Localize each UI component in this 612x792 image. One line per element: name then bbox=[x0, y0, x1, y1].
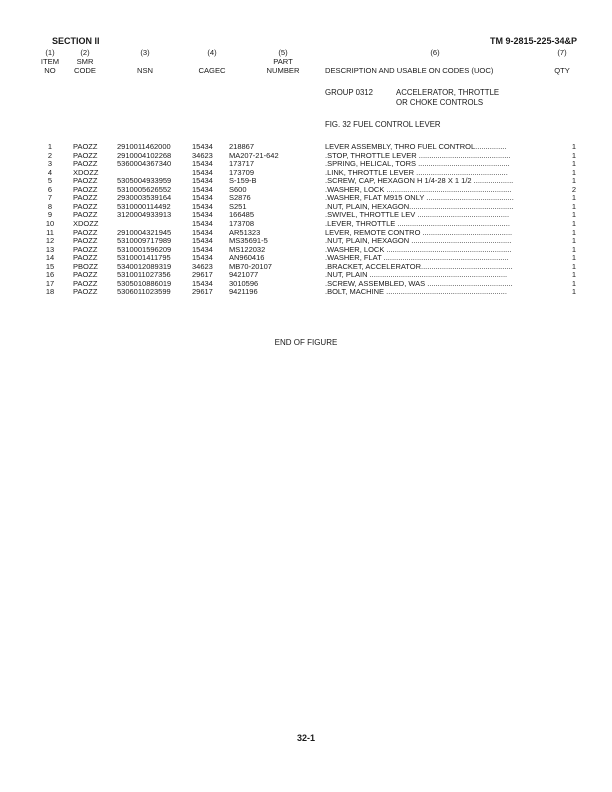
part-number: 173709 bbox=[229, 167, 255, 177]
cage-code: 15434 bbox=[192, 193, 213, 203]
part-number: S251 bbox=[229, 201, 247, 211]
quantity: 1 bbox=[571, 201, 576, 211]
item-number: 8 bbox=[47, 201, 53, 211]
quantity: 1 bbox=[571, 261, 576, 271]
part-number: 9421196 bbox=[229, 287, 258, 297]
description: .SCREW, CAP, HEXAGON H 1/4-28 X 1 1/2 ................... bbox=[325, 176, 514, 186]
nsn: 2910011462000 bbox=[117, 142, 171, 151]
item-number: 3 bbox=[47, 159, 53, 169]
col-header-desc-num: (6) bbox=[430, 48, 440, 57]
quantity: 1 bbox=[571, 176, 576, 186]
col-number: (7) bbox=[557, 48, 567, 57]
cage-code: 15434 bbox=[192, 184, 213, 194]
item-number: 17 bbox=[45, 278, 55, 288]
cage-code: 15434 bbox=[192, 201, 213, 211]
nsn: 3120004933913 bbox=[117, 210, 172, 220]
part-number: 3010596 bbox=[229, 278, 259, 288]
quantity: 1 bbox=[571, 236, 576, 246]
quantity: 1 bbox=[571, 150, 576, 160]
item-number: 6 bbox=[47, 184, 53, 194]
col-header-nsn bbox=[125, 48, 165, 75]
quantity: 1 bbox=[571, 227, 576, 237]
quantity: 1 bbox=[571, 210, 576, 220]
smr-code: PAOZZ bbox=[73, 253, 98, 263]
col-label: CODE bbox=[74, 66, 96, 75]
tm-number: TM 9-2815-225-34&P bbox=[489, 36, 577, 46]
description: .BOLT, MACHINE .......................................................... bbox=[325, 287, 507, 297]
cage-code: 15434 bbox=[192, 244, 213, 254]
quantity: 1 bbox=[571, 270, 576, 280]
col-label: ITEM bbox=[40, 57, 60, 66]
section-title: SECTION II bbox=[52, 36, 100, 46]
part-number: 9421077 bbox=[229, 270, 259, 280]
nsn: 5360004367340 bbox=[117, 159, 172, 169]
col-header-desc: DESCRIPTION AND USABLE ON CODES (UOC) bbox=[325, 66, 494, 75]
table-row bbox=[0, 287, 612, 296]
col-header-part bbox=[258, 48, 308, 75]
cage-code: 15434 bbox=[192, 159, 213, 169]
smr-code: XDOZZ bbox=[73, 218, 99, 228]
quantity: 1 bbox=[571, 167, 576, 177]
smr-code: PAOZZ bbox=[73, 150, 98, 160]
part-number: 173708 bbox=[229, 218, 255, 228]
description: .WASHER, LOCK ............................................................ bbox=[325, 184, 512, 194]
smr-code: PAOZZ bbox=[73, 210, 98, 220]
smr-code: PBOZZ bbox=[73, 261, 99, 271]
cage-code: 15434 bbox=[192, 142, 213, 151]
item-number: 5 bbox=[47, 176, 53, 186]
col-label: CAGEC bbox=[198, 66, 226, 75]
nsn: 5305004933959 bbox=[117, 176, 172, 186]
item-number: 2 bbox=[47, 150, 53, 160]
smr-code: PAOZZ bbox=[73, 227, 98, 237]
item-number: 13 bbox=[45, 244, 55, 254]
cage-code: 15434 bbox=[192, 176, 213, 186]
smr-code: PAOZZ bbox=[73, 142, 98, 151]
nsn: 2930003539164 bbox=[117, 193, 172, 203]
col-label: NO bbox=[44, 66, 56, 75]
col-label: PART bbox=[273, 57, 293, 66]
col-number: (5) bbox=[278, 48, 288, 57]
cage-code: 15434 bbox=[192, 167, 213, 177]
smr-code: PAOZZ bbox=[73, 176, 98, 186]
smr-code: PAOZZ bbox=[73, 193, 98, 203]
nsn: 5310001596209 bbox=[117, 244, 172, 254]
part-number: AN960416 bbox=[229, 253, 265, 263]
item-number: 4 bbox=[47, 167, 53, 177]
smr-code: PAOZZ bbox=[73, 236, 98, 246]
part-number: AR51323 bbox=[229, 227, 261, 237]
quantity: 1 bbox=[571, 253, 576, 263]
part-number: MB70-20107 bbox=[229, 261, 272, 271]
quantity: 2 bbox=[571, 184, 576, 194]
smr-code: PAOZZ bbox=[73, 270, 98, 280]
smr-code: PAOZZ bbox=[73, 278, 98, 288]
description: .SPRING, HELICAL, TORS ............................................ bbox=[325, 159, 510, 169]
cage-code: 34623 bbox=[192, 150, 213, 160]
quantity: 1 bbox=[571, 193, 576, 203]
nsn: 5310011027356 bbox=[117, 270, 171, 280]
smr-code: PAOZZ bbox=[73, 244, 98, 254]
nsn: 5310009717989 bbox=[117, 236, 172, 246]
smr-code: PAOZZ bbox=[73, 201, 98, 211]
item-number: 11 bbox=[46, 227, 54, 237]
nsn: 5306011023599 bbox=[117, 287, 171, 297]
nsn: 5305010886019 bbox=[117, 278, 172, 288]
description: .LEVER, THROTTLE ...................................................... bbox=[325, 218, 510, 228]
item-number: 10 bbox=[45, 218, 55, 228]
nsn: 2910004102268 bbox=[117, 150, 172, 160]
part-number: 173717 bbox=[229, 159, 255, 169]
figure-title: FIG. 32 FUEL CONTROL LEVER bbox=[325, 120, 441, 129]
quantity: 1 bbox=[571, 142, 576, 151]
item-number: 7 bbox=[47, 193, 53, 203]
item-number: 18 bbox=[45, 287, 55, 297]
cage-code: 15434 bbox=[192, 218, 213, 228]
part-number: MA207-21-642 bbox=[229, 150, 279, 160]
nsn: 5340012089319 bbox=[117, 261, 172, 271]
nsn: 5310005626552 bbox=[117, 184, 172, 194]
part-number: MS35691-5 bbox=[229, 236, 268, 246]
cage-code: 15434 bbox=[192, 227, 213, 237]
description: .WASHER, LOCK ............................................................ bbox=[325, 244, 512, 254]
end-of-figure: END OF FIGURE bbox=[274, 338, 338, 347]
part-number: 218867 bbox=[229, 142, 255, 151]
smr-code: PAOZZ bbox=[73, 184, 98, 194]
col-label: NSN bbox=[136, 66, 154, 75]
cage-code: 29617 bbox=[192, 270, 213, 280]
description: .WASHER, FLAT M915 ONLY .......................................... bbox=[325, 193, 514, 203]
col-number: (3) bbox=[140, 48, 150, 57]
quantity: 1 bbox=[571, 278, 576, 288]
cage-code: 34623 bbox=[192, 261, 213, 271]
col-number: (4) bbox=[207, 48, 217, 57]
cage-code: 15434 bbox=[192, 236, 213, 246]
description: .BRACKET, ACCELERATOR............................................ bbox=[325, 261, 513, 271]
quantity: 1 bbox=[571, 244, 576, 254]
cage-code: 15434 bbox=[192, 278, 213, 288]
part-number: MS122032 bbox=[229, 244, 266, 254]
quantity: 1 bbox=[571, 159, 576, 169]
col-header-item bbox=[38, 48, 62, 75]
nsn: 2910004321945 bbox=[117, 227, 172, 237]
smr-code: XDOZZ bbox=[73, 167, 99, 177]
col-header-qty bbox=[548, 48, 576, 75]
col-header-cagec bbox=[190, 48, 234, 75]
part-number: S-159-B bbox=[229, 176, 257, 186]
part-number: 166485 bbox=[229, 210, 255, 220]
part-number: S2876 bbox=[229, 193, 251, 203]
cage-code: 15434 bbox=[192, 210, 213, 220]
smr-code: PAOZZ bbox=[73, 287, 98, 297]
page-number: 32-1 bbox=[296, 733, 315, 743]
quantity: 1 bbox=[571, 218, 576, 228]
description: .STOP, THROTTLE LEVER ............................................ bbox=[325, 150, 511, 160]
description: LEVER ASSEMBLY, THRO FUEL CONTROL............... bbox=[325, 142, 507, 151]
description: .NUT, PLAIN, HEXAGON ................................................ bbox=[325, 236, 512, 246]
description: .SWIVEL, THROTTLE LEV ............................................ bbox=[325, 210, 510, 220]
cage-code: 29617 bbox=[192, 287, 213, 297]
col-label: SMR bbox=[76, 57, 94, 66]
part-number: S600 bbox=[229, 184, 247, 194]
item-number: 12 bbox=[45, 236, 55, 246]
group-label: GROUP 0312 bbox=[325, 88, 373, 97]
item-number: 1 bbox=[47, 142, 53, 151]
description: .WASHER, FLAT ............................................................ bbox=[325, 253, 509, 263]
col-header-smr bbox=[70, 48, 100, 75]
col-label: NUMBER bbox=[266, 66, 300, 75]
group-title-line-2: OR CHOKE CONTROLS bbox=[396, 98, 484, 107]
quantity: 1 bbox=[571, 287, 576, 297]
col-number: (2) bbox=[80, 48, 90, 57]
cage-code: 15434 bbox=[192, 253, 213, 263]
nsn: 5310000114492 bbox=[117, 201, 171, 211]
group-title-line-1: ACCELERATOR, THROTTLE bbox=[396, 88, 500, 97]
item-number: 16 bbox=[45, 270, 55, 280]
smr-code: PAOZZ bbox=[73, 159, 98, 169]
item-number: 14 bbox=[45, 253, 55, 263]
nsn: 5310001411795 bbox=[117, 253, 171, 263]
item-number: 15 bbox=[45, 261, 55, 271]
col-label: QTY bbox=[554, 66, 570, 75]
description: .NUT, PLAIN .................................................................. bbox=[325, 270, 508, 280]
col-number: (1) bbox=[45, 48, 55, 57]
description: .NUT, PLAIN, HEXAGON.................................................. bbox=[325, 201, 514, 211]
description: .LINK, THROTTLE LEVER ............................................ bbox=[325, 167, 508, 177]
description: .SCREW, ASSEMBLED, WAS ......................................... bbox=[325, 278, 513, 288]
description: LEVER, REMOTE CONTRO ........................................... bbox=[325, 227, 513, 237]
item-number: 9 bbox=[47, 210, 53, 220]
